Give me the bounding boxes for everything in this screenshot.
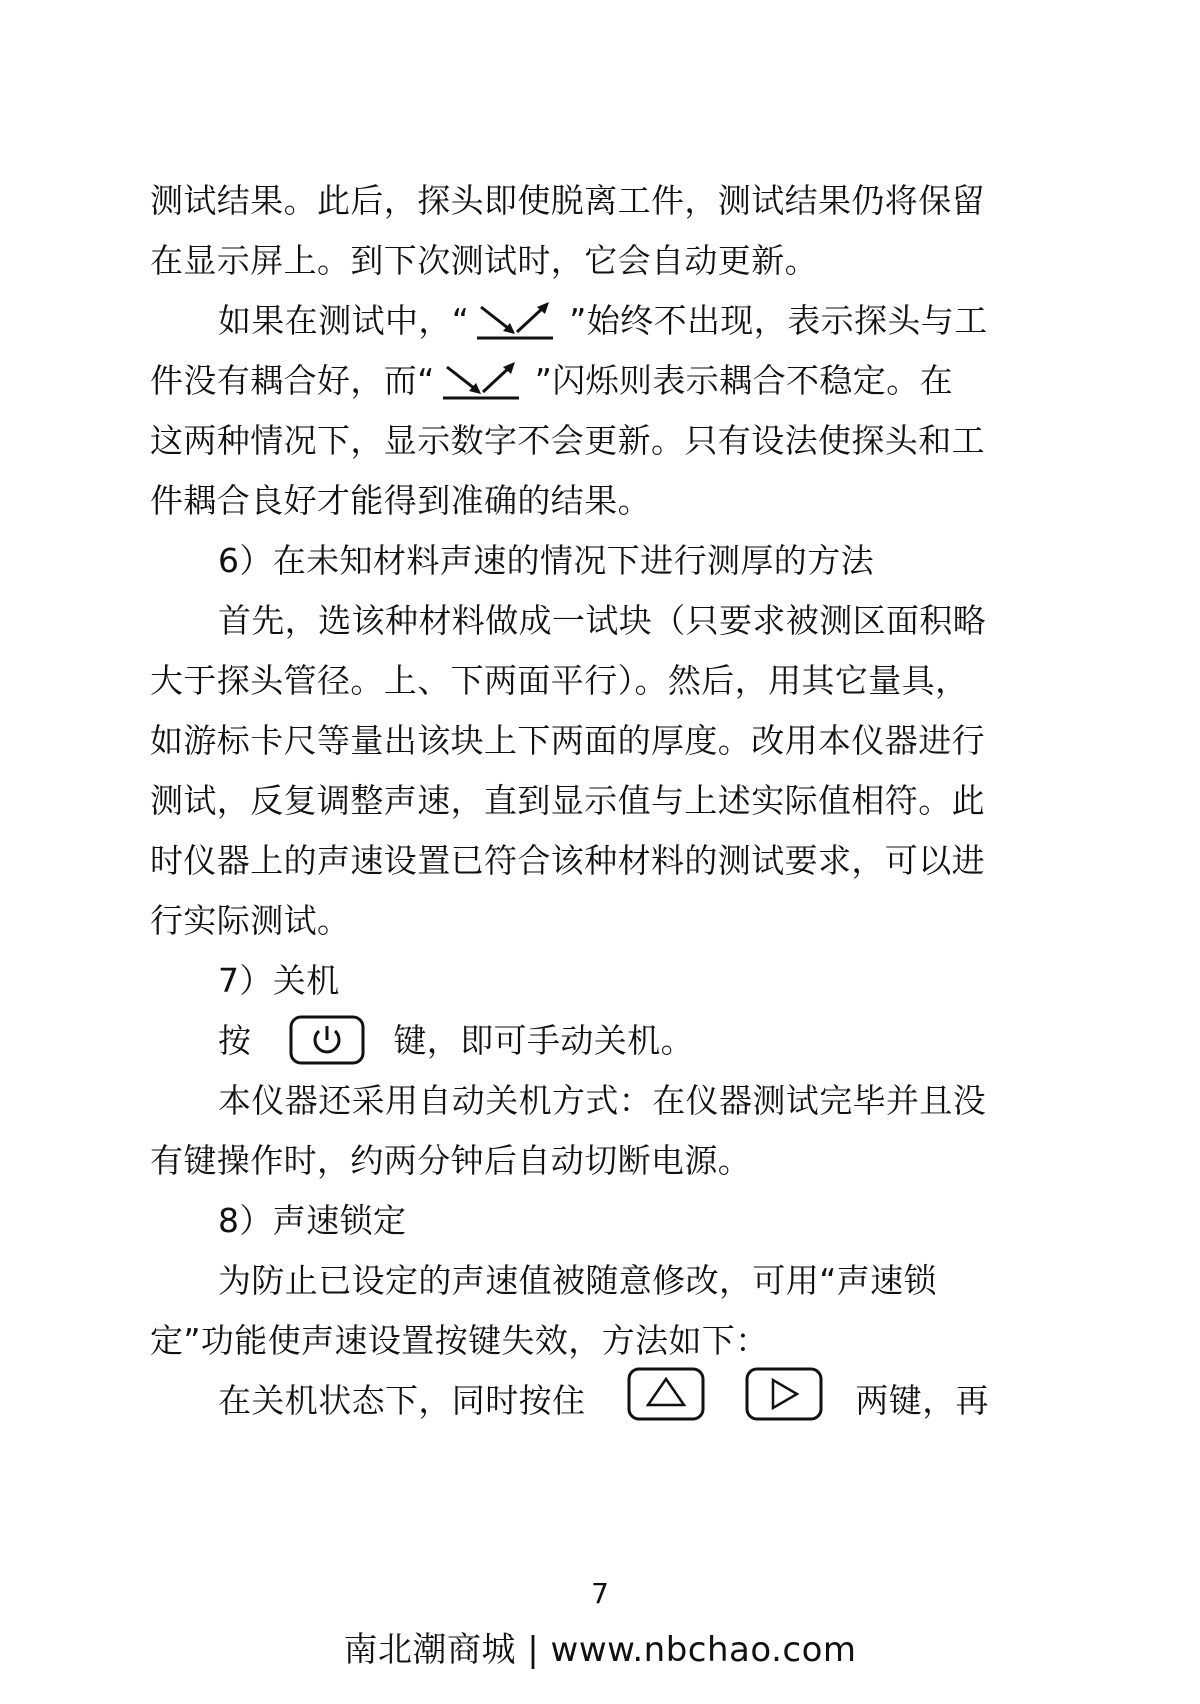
paragraph-line: 行实际测试。 [150, 901, 351, 940]
coupling-indicator-icon [475, 299, 555, 354]
paragraph-line: 本仪器还采用自动关机方式：在仪器测试完毕并且没 [218, 1081, 987, 1120]
paragraph-line: 定”功能使声速设置按键失效，方法如下： [150, 1321, 769, 1360]
paragraph-line: 为防止已设定的声速值被随意修改，可用“声速锁 [218, 1261, 937, 1300]
paragraph-line: 件耦合良好才能得到准确的结果。 [150, 481, 651, 520]
paragraph-line: 在显示屏上。到下次测试时，它会自动更新。 [150, 241, 818, 280]
coupling-indicator-icon [441, 359, 521, 414]
footer-watermark: 南北潮商城 | www.nbchao.com [343, 1630, 857, 1670]
text-segment: 键，即可手动关机。 [393, 1021, 695, 1060]
up-arrow-key-icon [627, 1367, 705, 1432]
paragraph-line: 时仪器上的声速设置已符合该种材料的测试要求，可以进 [150, 841, 985, 880]
text-segment: 按 [218, 1021, 252, 1060]
right-arrow-key-icon [745, 1367, 823, 1432]
paragraph-line [218, 1379, 1030, 1423]
paragraph-line: 如游标卡尺等量出该块上下两面的厚度。改用本仪器进行 [150, 721, 985, 760]
paragraph-line [218, 299, 1030, 343]
text-segment: ”闪烁则表示耦合不稳定。在 [534, 361, 953, 400]
paragraph-line: 测试结果。此后，探头即使脱离工件，测试结果仍将保留 [150, 181, 985, 220]
text-segment: 在关机状态下，同时按住 [218, 1381, 586, 1420]
section-heading: 8）声速锁定 [218, 1201, 407, 1240]
paragraph-line: 大于探头管径。上、下两面平行）。然后，用其它量具， [150, 661, 969, 700]
section-heading: 6）在未知材料声速的情况下进行测厚的方法 [218, 541, 874, 580]
section-heading: 7）关机 [218, 961, 340, 1000]
paragraph-line: 有键操作时，约两分钟后自动切断电源。 [150, 1141, 752, 1180]
paragraph-line: 这两种情况下，显示数字不会更新。只有设法使探头和工 [150, 421, 985, 460]
page-number: 7 [591, 1577, 609, 1610]
paragraph-line [218, 1019, 1030, 1063]
paragraph-line [150, 359, 1030, 403]
text-segment: 如果在测试中，“ [218, 301, 470, 340]
power-key-icon [289, 1015, 365, 1076]
text-segment: ”始终不出现，表示探头与工 [569, 301, 988, 340]
text-segment: 两键，再 [855, 1381, 990, 1420]
paragraph-line: 首先，选该种材料做成一试块（只要求被测区面积略 [218, 601, 987, 640]
paragraph-line: 测试，反复调整声速，直到显示值与上述实际值相符。此 [150, 781, 985, 820]
text-segment: 件没有耦合好，而“ [150, 361, 435, 400]
